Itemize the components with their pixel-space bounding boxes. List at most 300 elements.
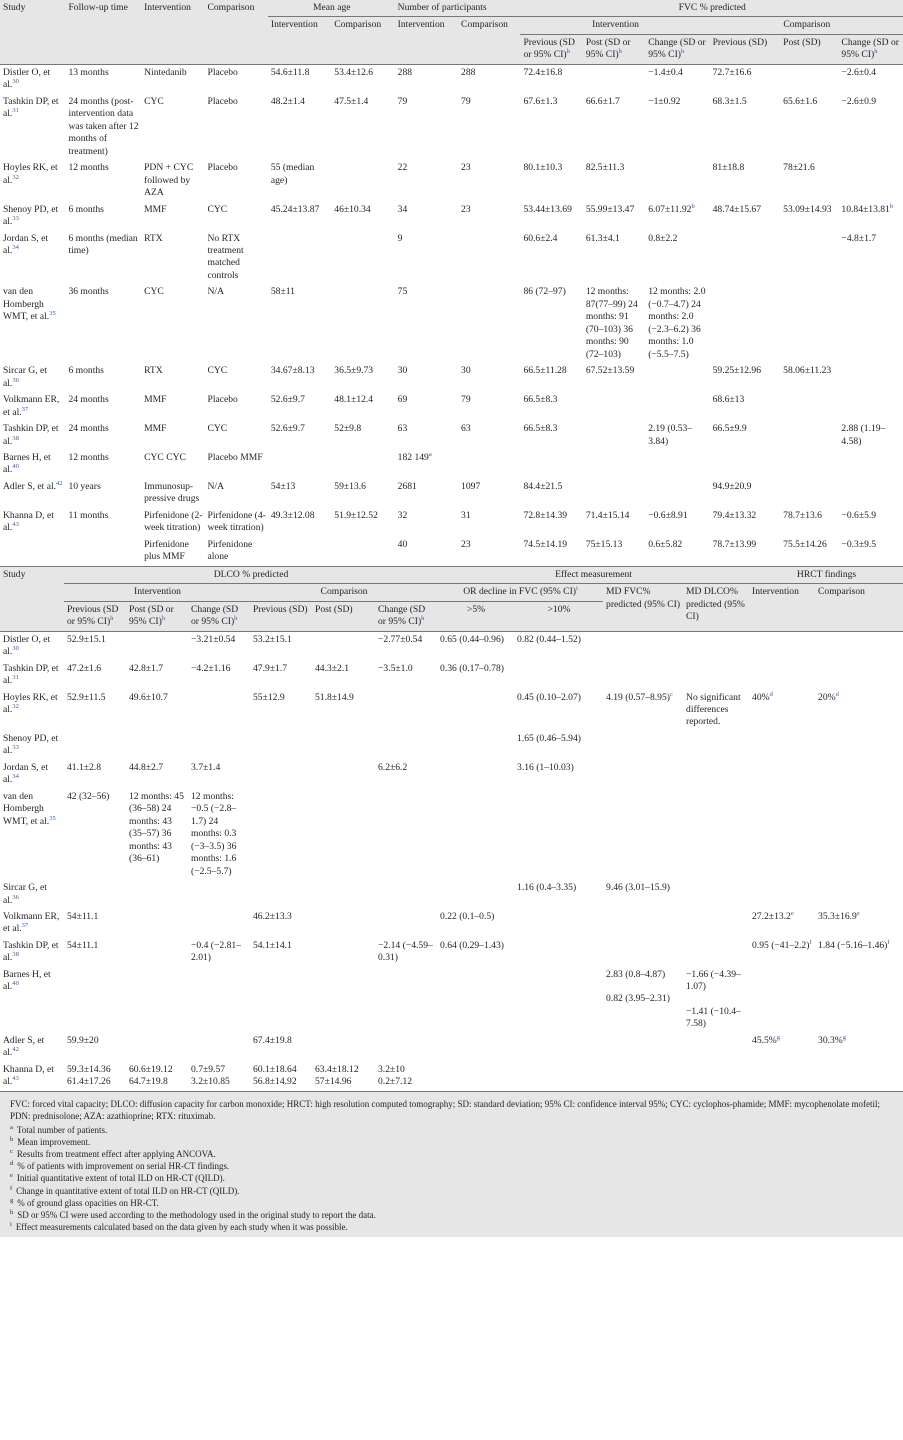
age-comparison-cell: 59±13.6	[334, 480, 366, 492]
age-intervention-cell	[268, 450, 331, 479]
study-name: Barnes H, et al.$^{40}$	[3, 452, 51, 476]
followup-cell: 36 months	[68, 286, 109, 298]
dlco-int-change-cell: 3.7±1.4	[191, 761, 221, 773]
fvc-int-change-cell: 0.6±5.82	[648, 538, 683, 550]
table-row	[0, 202, 903, 231]
header2-study: Study	[0, 566, 64, 631]
dlco-table-body	[0, 631, 903, 1091]
fvc-comp-previous-cell	[710, 231, 781, 285]
fvc-comp-previous-cell: 81±18.8	[712, 162, 745, 174]
fvc-int-change-cell: 0.8±2.2	[648, 232, 678, 244]
table-row	[0, 967, 903, 1033]
table-row	[0, 1062, 903, 1091]
n-comparison-cell: 288	[461, 66, 476, 78]
study-name	[0, 537, 65, 566]
md-dlco-cell	[683, 938, 749, 967]
age-comparison-cell: 46±10.34	[334, 203, 371, 215]
table-footnotes	[0, 1091, 903, 1238]
study-name: Sircar G, et al.$^{36}$	[3, 365, 47, 389]
intervention-cell: RTX	[144, 365, 163, 377]
hrct-intervention-cell: 0.95 $(-41-2.2)^f$	[752, 938, 812, 951]
fvc-comp-post-cell	[780, 421, 838, 450]
header-fvc-comp-change: Change (SD or 95% CI)$^h$	[838, 34, 903, 64]
n-comparison-cell: 1097	[461, 480, 481, 492]
dlco-int-change-cell	[188, 909, 250, 938]
n-comparison-cell: 23	[461, 538, 471, 550]
or-gt10-cell	[514, 967, 603, 1033]
dlco-int-previous-cell: 52.9±11.5	[67, 691, 106, 703]
header-md-dlco: MD DLCO% predicted (95% CI)	[683, 584, 749, 631]
comparison-cell: N/A	[207, 286, 225, 298]
header-participants: Number of participants	[395, 0, 521, 17]
table-row	[0, 938, 903, 967]
comparison-cell: CYC	[207, 203, 228, 215]
n-comparison-cell	[458, 284, 520, 363]
fvc-int-previous-cell: 84.4±21.5	[523, 480, 563, 492]
dlco-comp-previous-cell	[250, 760, 312, 789]
md-fvc-cell	[603, 1062, 683, 1091]
hrct-intervention-cell	[749, 661, 815, 690]
reference-number: 40	[12, 980, 19, 988]
dlco-int-change-cell: 12 months: −0.5 (−2.8–1.7) 24 months: 0.3 (−3–3.5) 36 months: 1.6 (−2.5–5.7)	[191, 790, 237, 877]
study-name: Hoyles RK, et al.$^{32}$	[3, 691, 58, 715]
fvc-comp-post-cell: 78±21.6	[783, 162, 815, 174]
footnote: $^i$ Effect measurements calculated based on the data given by each study when it was possible.	[10, 1221, 348, 1233]
study-name: Shenoy PD, et al.$^{33}$	[3, 203, 59, 228]
n-intervention-cell: 30	[397, 365, 408, 377]
hrct-comparison-cell: 30.3%$^g$	[818, 1033, 847, 1046]
or-gt10-cell	[514, 1033, 603, 1062]
dlco-comp-post-cell	[312, 967, 375, 1033]
md-dlco-cell	[683, 731, 749, 760]
fvc-int-post-cell: 66.6±1.7	[585, 95, 620, 107]
hrct-comparison-cell	[815, 789, 903, 880]
table-row	[0, 64, 903, 93]
dlco-int-previous-cell: 52.9±15.1	[67, 633, 106, 645]
n-comparison-cell	[458, 231, 520, 285]
hrct-comparison-cell	[815, 661, 903, 690]
or-gt5-cell	[437, 789, 514, 880]
reference-number: 36	[12, 376, 19, 384]
fvc-int-change-cell: 2.19 (0.53–3.84)	[648, 423, 693, 447]
or-gt5-cell	[437, 690, 514, 731]
n-comparison-cell: 23	[461, 203, 471, 215]
fvc-comp-change-cell: −2.6±0.4	[841, 66, 877, 78]
footnote-mark: i	[10, 1221, 12, 1229]
dlco-comp-previous-cell	[250, 880, 312, 909]
study-name: van den Hombergh WMT, et al.$^{35}$	[3, 286, 56, 323]
fvc-int-post-cell	[583, 450, 645, 479]
n-intervention-cell: 9	[397, 232, 403, 244]
dlco-int-previous-cell: 54±11.1	[67, 911, 99, 922]
or-gt5-cell: 0.36 (0.17–0.78)	[440, 662, 504, 674]
dlco-int-post-cell	[126, 938, 188, 967]
or-gt10-cell: 3.16 (1–10.03)	[517, 761, 574, 773]
age-intervention-cell: 52.6±9.7	[270, 394, 305, 406]
md-fvc-cell	[603, 938, 683, 967]
comparison-cell: Placebo	[207, 66, 238, 78]
age-comparison-cell: 47.5±1.4	[334, 95, 369, 107]
age-intervention-cell	[268, 537, 331, 566]
footnote: $^a$ Total number of patients.	[10, 1123, 108, 1135]
or-gt10-cell	[514, 661, 603, 690]
header-hrct-intervention: Intervention	[749, 584, 815, 631]
footnote: $^h$ SD or 95% CI were used according to the methodology used in the original study to report the data.	[10, 1208, 376, 1220]
hrct-intervention-cell	[749, 760, 815, 789]
intervention-cell: Immunosup-pressive drugs	[144, 480, 200, 505]
dlco-int-change-cell	[188, 880, 250, 909]
fvc-int-post-cell: 12 months: 87(77–99) 24 months: 91 (70–103) 36 months: 90 (72–103)	[585, 286, 638, 360]
dlco-int-previous-cell: 42 (32–56)	[67, 790, 110, 802]
reference-number: 43	[12, 521, 19, 529]
or-gt5-cell: 0.65 (0.44–0.96)	[440, 633, 504, 645]
md-dlco-cell	[683, 760, 749, 789]
table-row	[0, 631, 903, 660]
fvc-comp-post-cell	[780, 231, 838, 285]
hrct-intervention-cell	[749, 967, 815, 1033]
fvc-int-previous-cell	[520, 450, 582, 479]
fvc-comp-post-cell: 78.7±13.6	[783, 509, 822, 521]
study-name: Shenoy PD, et al.$^{33}$	[3, 732, 59, 757]
age-comparison-cell	[331, 160, 394, 201]
comparison-cell: Pirfenidone alone	[207, 538, 253, 563]
footnote: $^c$ Results from treatment effect after applying ANCOVA.	[10, 1148, 216, 1160]
fvc-comp-previous-cell: 94.9±20.9	[712, 480, 752, 492]
footnote-list	[10, 1124, 893, 1233]
reference-number: 37	[21, 922, 29, 930]
dlco-int-change-cell	[188, 1033, 250, 1062]
table-row	[0, 1033, 903, 1062]
or-gt10-cell: 1.16 (0.4–3.35)	[517, 882, 577, 894]
hrct-comparison-cell: 1.84 $(-5.16-1.46)^f$	[818, 938, 890, 951]
fvc-int-post-cell: 82.5±11.3	[585, 162, 625, 174]
study-name: Tashkin DP, et al.$^{38}$	[3, 423, 59, 447]
fvc-int-previous-cell: 53.44±13.69	[523, 203, 572, 215]
hrct-comparison-cell	[815, 880, 903, 909]
header-dlco-comp-post: Post (SD)	[312, 601, 375, 631]
study-name: Tashkin DP, et al.$^{31}$	[3, 95, 59, 120]
intervention-cell: RTX	[144, 232, 163, 244]
reference-number: 33	[12, 215, 19, 223]
study-name: van den Hombergh WMT, et al.$^{35}$	[3, 790, 56, 827]
fvc-comp-change-cell: −0.3±9.5	[841, 538, 877, 550]
fvc-int-previous-cell: 86 (72–97)	[523, 286, 566, 298]
followup-cell	[65, 537, 141, 566]
fvc-int-change-cell: 6.07±11.92$^b$	[648, 202, 695, 215]
md-fvc-cell: 2.83 (0.8–4.87) 0.82 (3.95–2.31)	[606, 968, 670, 1005]
dlco-int-post-cell: 12 months: 45 (36–58) 24 months: 43 (35–57) 36 months: 43 (36–61)	[129, 790, 184, 865]
study-name: Adler S, et al.$^{42}$	[3, 1034, 45, 1059]
md-dlco-cell	[683, 909, 749, 938]
age-intervention-cell: 52.6±9.7	[270, 423, 305, 435]
followup-cell: 24 months	[68, 423, 109, 435]
n-comparison-cell	[458, 450, 520, 479]
fvc-comp-post-cell	[780, 284, 838, 363]
followup-cell: 10 years	[68, 480, 101, 492]
comparison-cell: CYC	[207, 423, 228, 435]
study-name: Adler S, et al.$^{42}$	[3, 479, 63, 492]
followup-cell: 12 months	[68, 452, 109, 463]
followup-cell: 24 months (post-intervention data was taken after 12 months of treatment)	[68, 95, 139, 157]
comparison-cell: Placebo MMF	[207, 452, 263, 463]
fvc-int-change-cell	[645, 450, 709, 479]
fvc-comp-previous-cell	[710, 450, 781, 479]
dlco-int-post-cell	[126, 909, 188, 938]
header-gt10: >10%	[514, 601, 603, 631]
age-intervention-cell: 54.6±11.8	[270, 66, 310, 78]
age-comparison-cell	[331, 284, 394, 363]
fvc-int-previous-cell: 66.5±8.3	[523, 394, 558, 406]
md-fvc-cell: 9.46 (3.01–15.9)	[606, 882, 670, 894]
fvc-int-post-cell	[583, 64, 645, 93]
fvc-comp-change-cell: −2.6±0.9	[841, 95, 877, 107]
followup-cell: 11 months	[68, 509, 109, 521]
md-dlco-cell	[683, 631, 749, 660]
header-fvc-post: Post (SD or 95% CI)$^h$	[583, 34, 645, 64]
fvc-int-post-cell	[583, 392, 645, 421]
fvc-int-previous-cell: 60.6±2.4	[523, 232, 558, 244]
table-row	[0, 508, 903, 537]
intervention-cell: CYC	[144, 286, 164, 298]
fvc-int-post-cell	[583, 479, 645, 508]
dlco-comp-post-cell: 44.3±2.1	[315, 662, 350, 674]
footnote-mark: g	[10, 1196, 14, 1204]
table-row	[0, 160, 903, 201]
or-gt10-cell	[514, 909, 603, 938]
header-dlco-comp-change: Change (SD or 95% CI)$^h$	[375, 601, 437, 631]
dlco-comp-previous-cell: 53.2±15.1	[253, 633, 292, 645]
dlco-comp-change-cell	[375, 967, 437, 1033]
table-row	[0, 909, 903, 938]
md-fvc-cell: 4.19 $(0.57-8.95)^c$	[606, 690, 673, 703]
or-gt5-cell	[437, 1062, 514, 1091]
fvc-comp-change-cell	[838, 160, 903, 201]
followup-cell: 24 months	[68, 394, 109, 406]
dlco-comp-post-cell	[312, 909, 375, 938]
age-intervention-cell: 48.2±1.4	[270, 95, 305, 107]
table-row	[0, 231, 903, 285]
hrct-comparison-cell	[815, 631, 903, 660]
comparison-cell: No RTX treatment matched controls	[207, 232, 244, 281]
fvc-comp-post-cell: 58.06±11.23	[783, 365, 832, 377]
fvc-comp-post-cell	[780, 392, 838, 421]
intervention-cell: Nintedanib	[144, 66, 187, 78]
reference-number: 42	[56, 479, 63, 487]
fvc-comp-change-cell	[838, 450, 903, 479]
study-name: Volkmann ER, et al.$^{37}$	[3, 911, 60, 935]
reference-number: 30	[12, 645, 19, 653]
footnote: $^d$ % of patients with improvement on serial HR-CT findings.	[10, 1160, 230, 1172]
comparison-cell: Placebo	[207, 394, 238, 406]
n-intervention-cell: 22	[397, 162, 408, 174]
dlco-comp-post-cell	[312, 938, 375, 967]
fvc-comp-previous-cell	[710, 284, 781, 363]
table-row	[0, 731, 903, 760]
fvc-comp-change-cell: −4.8±1.7	[841, 232, 877, 244]
dlco-int-post-cell	[126, 1033, 188, 1062]
dlco-comp-post-cell	[312, 880, 375, 909]
reference-number: 33	[12, 744, 19, 752]
n-intervention-cell: 40	[397, 538, 408, 550]
table-row	[0, 421, 903, 450]
dlco-int-post-cell: 42.8±1.7	[129, 662, 164, 674]
study-name: Volkmann ER, et al.$^{37}$	[3, 394, 60, 418]
or-gt5-cell	[437, 967, 514, 1033]
table-row	[0, 392, 903, 421]
table-row	[0, 760, 903, 789]
n-intervention-cell: 34	[397, 203, 408, 215]
study-name: Tashkin DP, et al.$^{38}$	[3, 939, 59, 964]
study-name: Hoyles RK, et al.$^{32}$	[3, 162, 58, 186]
table-row	[0, 284, 903, 363]
study-name: Khanna D, et al.$^{43}$	[3, 509, 54, 534]
fvc-int-change-cell	[645, 479, 709, 508]
header-comparison: Comparison	[204, 0, 267, 64]
study-name: Jordan S, et al.$^{34}$	[3, 232, 49, 256]
intervention-cell: CYC CYC	[144, 452, 186, 463]
dlco-comp-post-cell: 63.4±18.12 57±14.96	[315, 1063, 359, 1088]
hrct-intervention-cell	[749, 880, 815, 909]
study-name: Distler O, et al.$^{30}$	[3, 66, 51, 91]
fvc-comp-change-cell: 10.84±13.81$^b$	[841, 202, 894, 215]
age-comparison-cell: 53.4±12.6	[334, 66, 374, 78]
footnote: $^f$ Change in quantitative extent of total ILD on HR-CT (QILD).	[10, 1184, 240, 1196]
dlco-int-change-cell	[188, 967, 250, 1033]
header-dlco-change: Change (SD or 95% CI)$^h$	[188, 601, 250, 631]
dlco-int-change-cell	[188, 690, 250, 731]
header-dlco: DLCO % predicted	[64, 566, 437, 583]
fvc-comp-previous-cell: 68.3±1.5	[712, 95, 747, 107]
fvc-int-previous-cell: 66.5±8.3	[523, 423, 558, 435]
study-name: Sircar G, et al.$^{36}$	[3, 882, 47, 906]
reference-number: 42	[12, 1046, 19, 1054]
fvc-int-change-cell: −1±0.92	[648, 95, 681, 107]
footnote-mark: e	[10, 1172, 13, 1180]
n-intervention-cell: 75	[397, 286, 408, 298]
fvc-int-change-cell	[645, 363, 709, 392]
dlco-int-previous-cell	[64, 731, 126, 760]
reference-number: 31	[12, 674, 19, 682]
header-n-intervention: Intervention	[395, 17, 458, 64]
md-dlco-cell: −1.66 (−4.39–1.07) −1.41 (−10.4–7.58)	[686, 968, 741, 1030]
hrct-intervention-cell	[749, 731, 815, 760]
fvc-comp-change-cell	[838, 392, 903, 421]
dlco-comp-post-cell	[312, 731, 375, 760]
footnote-mark: d	[10, 1160, 14, 1168]
header-fvc-comparison: Comparison	[710, 17, 903, 34]
header-fvc-previous: Previous (SD or 95% CI)$^h$	[520, 34, 582, 64]
study-name: Jordan S, et al.$^{34}$	[3, 761, 49, 786]
md-dlco-cell	[683, 1033, 749, 1062]
age-comparison-cell: 48.1±12.4	[334, 394, 374, 406]
fvc-comp-previous-cell: 66.5±9.9	[712, 423, 747, 435]
table-row	[0, 94, 903, 160]
fvc-comp-post-cell	[780, 479, 838, 508]
header-fvc-comp-post: Post (SD)	[780, 34, 838, 64]
dlco-int-previous-cell: 59.3±14.36 61.4±17.26	[67, 1063, 111, 1088]
fvc-comp-post-cell	[780, 64, 838, 93]
or-gt10-cell	[514, 938, 603, 967]
table-row	[0, 690, 903, 731]
or-gt5-cell	[437, 731, 514, 760]
dlco-comp-previous-cell: 67.4±19.8	[253, 1034, 292, 1046]
footnote: $^e$ Initial quantitative extent of total ILD on HR-CT (QILD).	[10, 1172, 225, 1184]
fvc-comp-change-cell	[838, 284, 903, 363]
md-dlco-cell	[683, 1062, 749, 1091]
dlco-int-previous-cell: 59.9±20	[67, 1034, 99, 1046]
dlco-int-previous-cell: 47.2±1.6	[67, 662, 102, 674]
dlco-comp-change-cell	[375, 1033, 437, 1062]
dlco-table-header	[0, 566, 903, 631]
header-dlco-comp-previous: Previous (SD)	[250, 601, 312, 631]
header-or-decline: OR decline in FVC (95% CI)$^i$	[437, 584, 603, 601]
followup-cell: 6 months	[68, 365, 104, 377]
reference-number: 38	[12, 434, 19, 442]
n-comparison-cell: 63	[461, 423, 471, 435]
dlco-comp-post-cell	[312, 1033, 375, 1062]
or-gt5-cell	[437, 760, 514, 789]
header-fvc-comp-previous: Previous (SD)	[710, 34, 781, 64]
age-comparison-cell	[331, 537, 394, 566]
intervention-cell: MMF	[144, 203, 167, 215]
reference-number: 35	[49, 310, 56, 318]
fvc-int-post-cell	[583, 421, 645, 450]
fvc-int-previous-cell: 67.6±1.3	[523, 95, 558, 107]
hrct-comparison-cell: 35.3±16.9$^e$	[818, 910, 860, 922]
hrct-intervention-cell: 27.2±13.2$^e$	[752, 910, 794, 922]
study-name: Distler O, et al.$^{30}$	[3, 633, 51, 658]
reference-number: 32	[12, 702, 19, 710]
table-row	[0, 479, 903, 508]
fvc-table-header	[0, 0, 903, 64]
fvc-int-change-cell	[645, 160, 709, 201]
abbreviations: FVC: forced vital capacity; DLCO: diffusion capacity for carbon monoxide; HRCT: high resolution computed tomography; SD: standard deviation; 95% CI: confidence interval 95%; CYC: cyclophos-phamide; MMF: mycophenolate mofetil; PDN: prednisolone; AZA: azathioprine; RTX: rituximab.	[10, 1098, 880, 1121]
dlco-comp-post-cell	[312, 789, 375, 880]
intervention-cell: CYC	[144, 95, 164, 107]
reference-number: 37	[21, 405, 29, 413]
fvc-comp-post-cell: 53.09±14.93	[783, 203, 832, 215]
intervention-cell: MMF	[144, 423, 167, 435]
age-comparison-cell: 36.5±9.73	[334, 365, 374, 377]
header-gt5: >5%	[437, 601, 514, 631]
n-intervention-cell: 79	[397, 95, 408, 107]
fvc-comp-change-cell	[838, 363, 903, 392]
comparison-cell: Placebo	[207, 162, 238, 174]
age-intervention-cell	[268, 231, 331, 285]
header-fvc-change: Change (SD or 95% CI)$^h$	[645, 34, 709, 64]
reference-number: 38	[12, 951, 19, 959]
fvc-int-post-cell: 67.52±13.59	[585, 365, 635, 377]
or-gt5-cell	[437, 1033, 514, 1062]
dlco-int-post-cell: 44.8±2.7	[129, 761, 164, 773]
dlco-int-change-cell: 0.7±9.57 3.2±10.85	[191, 1063, 230, 1088]
fvc-comp-previous-cell: 78.7±13.99	[712, 538, 757, 550]
hrct-comparison-cell	[815, 731, 903, 760]
dlco-comp-post-cell	[312, 631, 375, 660]
hrct-intervention-cell: 45.5%$^g$	[752, 1033, 781, 1046]
study-name: Tashkin DP, et al.$^{31}$	[3, 662, 59, 687]
n-intervention-cell: 69	[397, 394, 408, 406]
md-fvc-cell	[603, 1033, 683, 1062]
or-gt10-cell: 1.65 (0.46–5.94)	[517, 732, 581, 744]
dlco-int-post-cell	[126, 880, 188, 909]
table-row	[0, 789, 903, 880]
intervention-cell: PDN + CYC followed by AZA	[144, 162, 194, 199]
md-dlco-cell: No significant differences reported.	[686, 691, 741, 728]
dlco-comp-change-cell	[375, 880, 437, 909]
fvc-int-change-cell: −0.6±8.91	[648, 509, 688, 521]
dlco-comp-change-cell	[375, 690, 437, 731]
